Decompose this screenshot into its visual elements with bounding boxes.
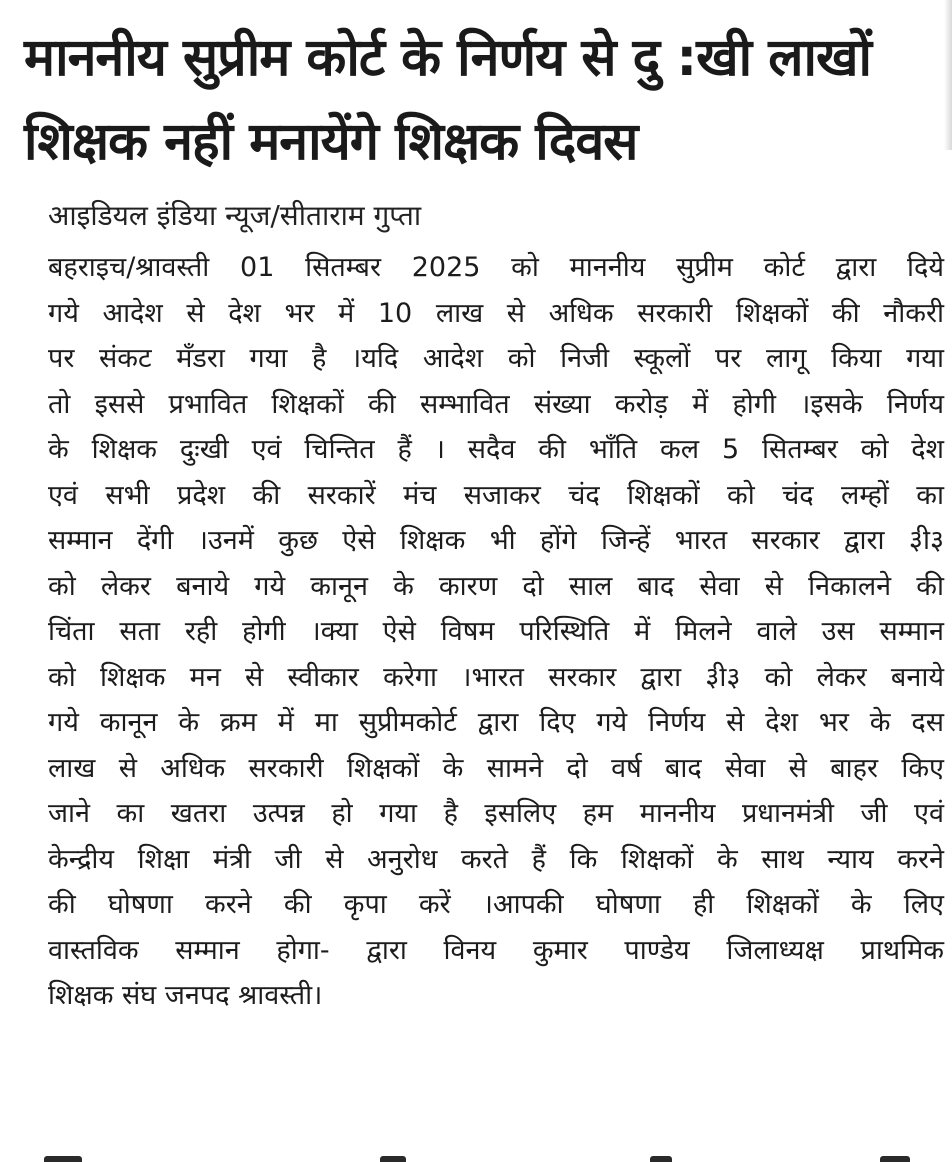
page-edge-shadow: [944, 0, 952, 150]
body-line: गये कानून के क्रम में मा सुप्रीमकोर्ट द्वारा दिए गये निर्णय से देश भर के दस: [48, 707, 944, 738]
article-body: [48, 245, 944, 1019]
text-fragment: [380, 1156, 406, 1162]
body-line: के शिक्षक दुःखी एवं चिन्तित हैं । सदैव की भाँति कल 5 सितम्बर को देश: [48, 434, 944, 465]
byline: आइडियल इंडिया न्यूज/सीताराम गुप्ता: [48, 199, 422, 232]
body-line: पर संकट मँडरा गया है ।यदि आदेश को निजी स्कूलों पर लागू किया गया: [48, 343, 944, 374]
body-line: को शिक्षक मन से स्वीकार करेगा ।भारत सरकार द्वारा ३ी३ को लेकर बनाये: [48, 661, 944, 693]
body-line: वास्तविक सम्मान होगा- द्वारा विनय कुमार पाण्डेय जिलाध्यक्ष प्राथमिक: [48, 934, 944, 966]
body-line: शिक्षक संघ जनपद श्रावस्ती।: [48, 980, 323, 1011]
cropped-next-line-fragments: [0, 1152, 952, 1162]
body-line: गये आदेश से देश भर में 10 लाख से अधिक सरकारी शिक्षकों की नौकरी: [48, 297, 944, 329]
text-fragment: [880, 1156, 910, 1162]
headline-line-1: माननीय सुप्रीम कोर्ट के निर्णय से दु :खी लाखों: [24, 28, 871, 88]
body-line: लाख से अधिक सरकारी शिक्षकों के सामने दो वर्ष बाद सेवा से बाहर किए: [48, 752, 944, 784]
text-fragment: [650, 1156, 672, 1162]
body-line: एवं सभी प्रदेश की सरकारें मंच सजाकर चंद शिक्षकों को चंद लम्हों का: [48, 479, 944, 511]
body-line: को लेकर बनाये गये कानून के कारण दो साल बाद सेवा से निकालने की: [48, 570, 944, 602]
body-line: तो इससे प्रभावित शिक्षकों की सम्भावित संख्या करोड़ में होगी ।इसके निर्णय: [48, 388, 944, 420]
body-line: केन्द्रीय शिक्षा मंत्री जी से अनुरोध करते हैं कि शिक्षकों के साथ न्याय करने: [48, 843, 944, 875]
headline-line-2: शिक्षक नहीं मनायेंगे शिक्षक दिवस: [24, 112, 638, 172]
body-line: बहराइच/श्रावस्ती 01 सितम्बर 2025 को माननीय सुप्रीम कोर्ट द्वारा दिये: [48, 252, 944, 283]
text-fragment: [44, 1156, 82, 1162]
body-line: चिंता सता रही होगी ।क्या ऐसे विषम परिस्थिति में मिलने वाले उस सम्मान: [48, 616, 944, 647]
headline: [24, 16, 944, 184]
body-line: की घोषणा करने की कृपा करें ।आपकी घोषणा ही शिक्षकों के लिए: [48, 889, 944, 920]
body-line: सम्मान देंगी ।उनमें कुछ ऐसे शिक्षक भी होंगे जिन्हें भारत सरकार द्वारा ३ी३: [48, 525, 944, 556]
body-line: जाने का खतरा उत्पन्न हो गया है इसलिए हम माननीय प्रधानमंत्री जी एवं: [48, 798, 944, 829]
